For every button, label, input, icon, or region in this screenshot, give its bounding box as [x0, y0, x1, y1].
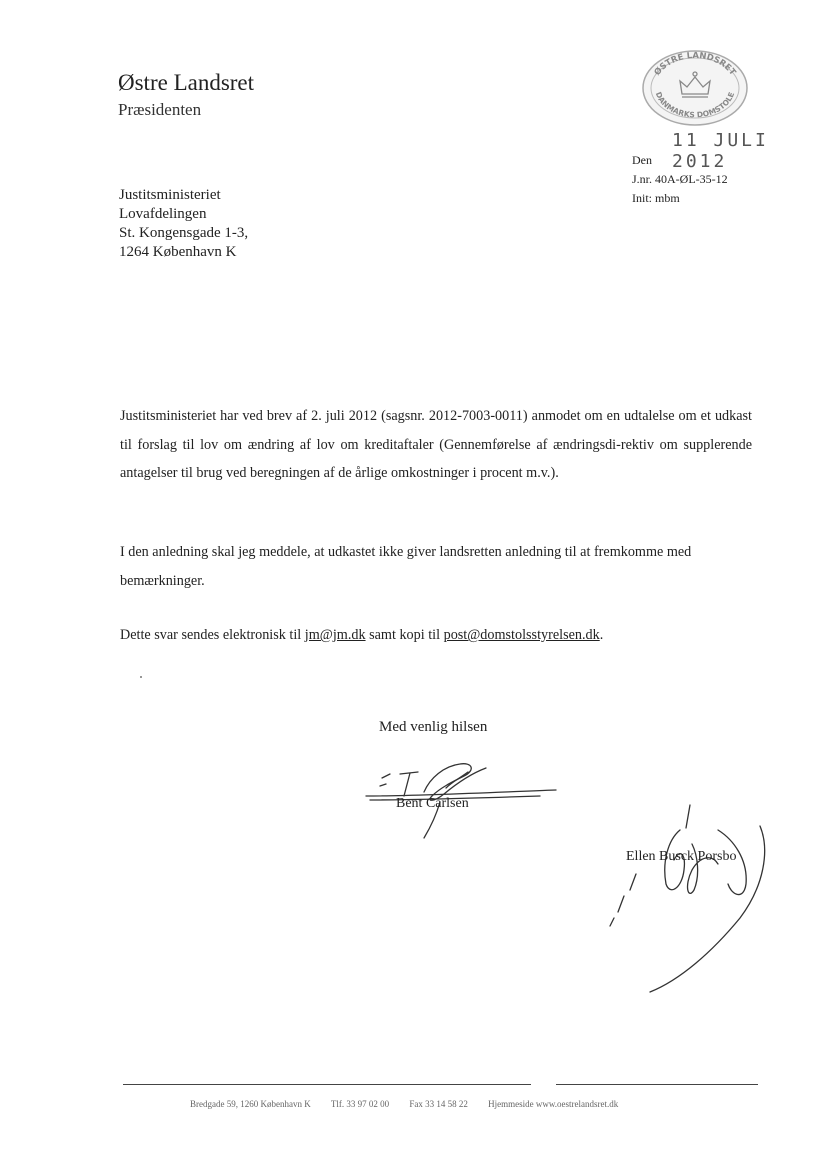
footer-divider-left [123, 1084, 531, 1085]
recipient-line: 1264 København K [119, 244, 237, 260]
signer-name-2: Ellen Busck Porsbo [626, 849, 737, 864]
body-paragraph-3 [120, 621, 752, 650]
initials: Init: mbm [632, 191, 680, 205]
court-name: Østre Landsret [118, 70, 255, 95]
footer-website[interactable]: Hjemmeside www.oestrelandsret.dk [488, 1099, 619, 1109]
signature-ellen-busck-porsbo [600, 800, 770, 995]
email-link-domstolsstyrelsen[interactable]: post@domstolsstyrelsen.dk [443, 627, 600, 643]
seal-text-top: ØSTRE LANDSRET [652, 50, 738, 78]
footer [190, 1099, 636, 1109]
date-label: Den [632, 153, 652, 167]
speck [140, 676, 142, 678]
footer-phone: Tlf. 33 97 02 00 [330, 1099, 390, 1109]
body-paragraph-1: Justitsministeriet har ved brev af 2. juli 2012 (sagsnr. 2012-7003-0011) anmodet om en udtalelse om et udkast til forslag til lov om ændring af lov om kreditaftaler (Gennemførelse af ændringsdi-rektiv om supplerende antagelser til brug ved beregningen af de årlige omkostninger i procent m.v.). [120, 408, 752, 481]
recipient-line: St. Kongensgade 1-3, [119, 225, 249, 241]
received-date-stamp: 11 JULI 2012 [672, 130, 769, 172]
office-title: Præsidenten [118, 100, 202, 119]
journal-number: J.nr. 40A-ØL-35-12 [632, 172, 728, 186]
recipient-line: Justitsministeriet [119, 187, 221, 203]
footer-fax: Fax 33 14 58 22 [409, 1099, 468, 1109]
paragraph-3-suffix: . [599, 627, 604, 643]
seal-text-bottom: DANMARKS DOMSTOLE [653, 90, 737, 120]
footer-address: Bredgade 59, 1260 København K [190, 1099, 311, 1109]
body-paragraph-2: I den anledning skal jeg meddele, at udkastet ikke giver landsretten anledning til at fremkomme med bemærkninger. [120, 544, 692, 589]
paragraph-3-prefix: Dette svar sendes elektronisk til [120, 627, 305, 643]
recipient-line: Lovafdelingen [119, 206, 207, 222]
email-link-jm[interactable]: jm@jm.dk [304, 627, 366, 643]
meta-block [632, 151, 728, 208]
footer-divider-right [556, 1084, 758, 1085]
recipient-address [119, 186, 248, 262]
signer-name-1: Bent Carlsen [396, 796, 469, 811]
paragraph-3-middle: samt kopi til [365, 627, 444, 643]
crown-seal-icon [640, 48, 750, 128]
closing-greeting: Med venlig hilsen [379, 719, 488, 735]
